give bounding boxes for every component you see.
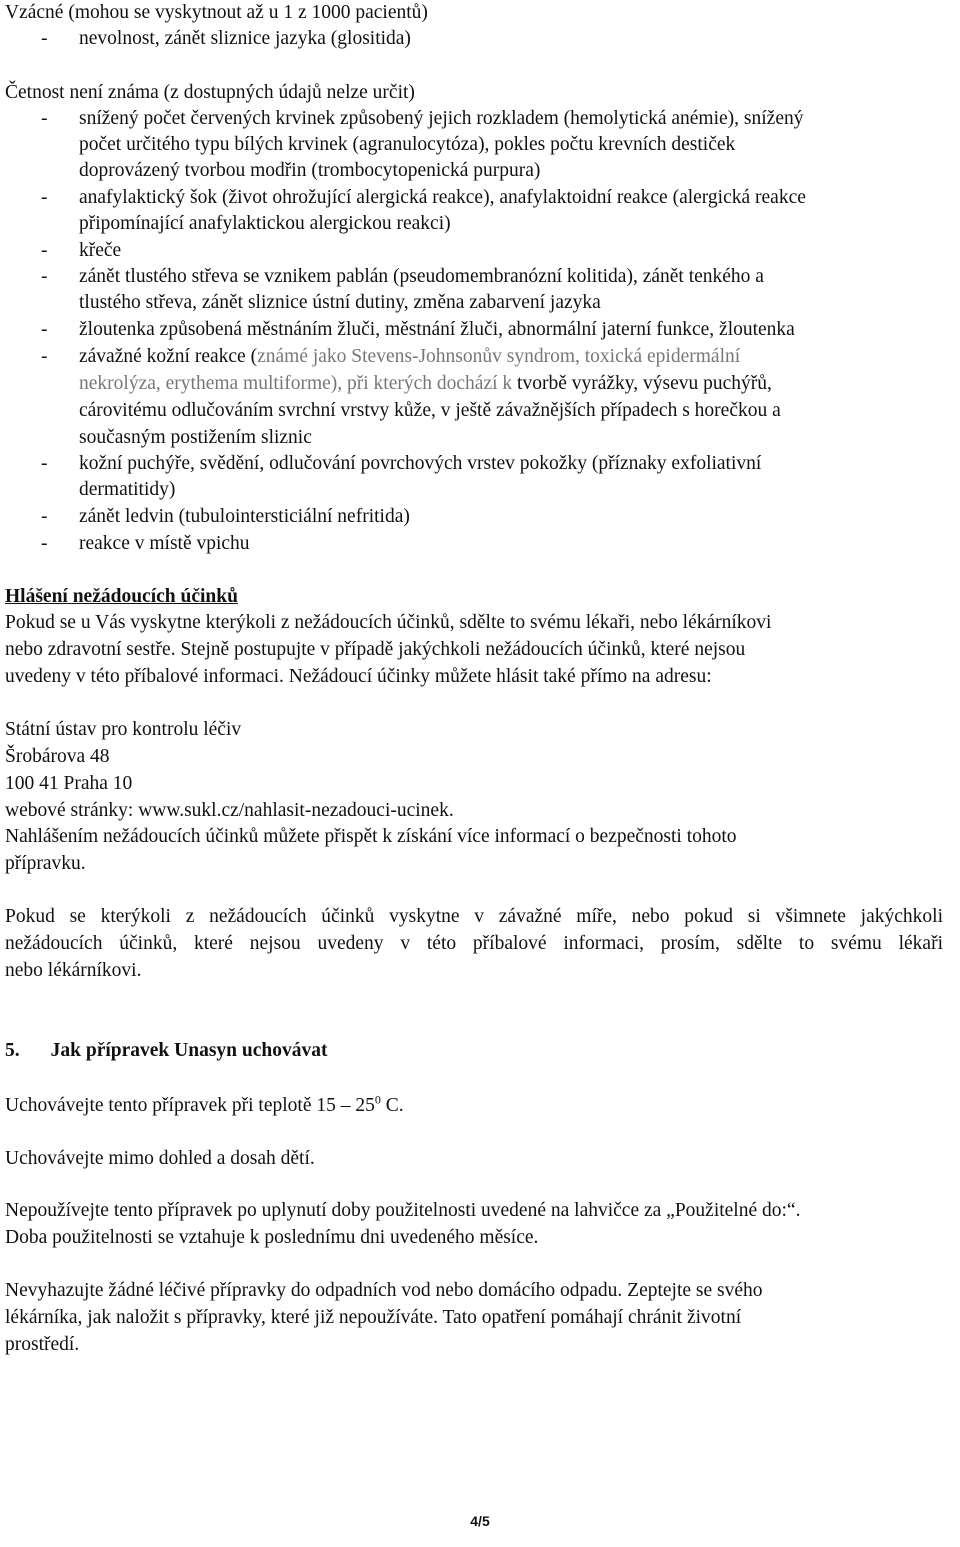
section-title: Jak přípravek Unasyn uchovávat: [50, 1040, 328, 1061]
reporting-paragraph-line: uvedeny v této příbalové informaci. Nežádoucí účinky můžete hlásit také přímo na adresu:: [5, 666, 712, 687]
section-heading: [5, 1038, 327, 1064]
page-number: 4/5: [470, 1513, 490, 1529]
reporting-paragraph-line: nežádoucích účinků, které nejsou uvedeny v této příbalové informaci, prosím, sdělte to svému lékaři: [5, 933, 943, 954]
address-line: Státní ústav pro kontrolu léčiv: [5, 719, 242, 740]
storage-children: Uchovávejte mimo dohled a dosah dětí.: [5, 1148, 315, 1169]
disposal-line: lékárníka, jak naložit s přípravky, které již nepoužíváte. Tato opatření pomáhají chránit životní: [5, 1307, 742, 1328]
list-item: - zánět tlustého střeva se vznikem pablán (pseudomembranózní kolitida), zánět tenkého a tlustého střeva, zánět sliznice ústní dutiny, změna zabarvení jazyka: [41, 266, 764, 313]
address-line: Šrobárova 48: [5, 746, 110, 767]
reporting-paragraph-line: nebo lékárníkovi.: [5, 960, 142, 981]
website-link[interactable]: webové stránky: www.sukl.cz/nahlasit-nezadouci-ucinek.: [5, 800, 454, 821]
reporting-paragraph-line: Nahlášením nežádoucích účinků můžete přispět k získání více informací o bezpečnosti tohoto: [5, 826, 737, 847]
reporting-paragraph-line: Pokud se u Vás vyskytne kterýkoli z nežádoucích účinků, sdělte to svému lékaři, nebo lékárníkovi: [5, 612, 772, 633]
expiry-line: Doba použitelnosti se vztahuje k poslednímu dni uvedeného měsíce.: [5, 1227, 539, 1248]
list-item: - kožní puchýře, svědění, odlučování povrchových vrstev pokožky (příznaky exfoliativní dermatitidy): [41, 453, 762, 500]
expiry-line: Nepoužívejte tento přípravek po uplynutí doby použitelnosti uvedené na lahvičce za „Použitelné do:“.: [5, 1200, 801, 1221]
reporting-paragraph-line: přípravku.: [5, 853, 86, 874]
list-item: - anafylaktický šok (život ohrožující alergická reakce), anafylaktoidní reakce (alergická reakce připomínající anafylaktickou alergickou reakci): [41, 187, 806, 234]
disposal-line: Nevyhazujte žádné léčivé přípravky do odpadních vod nebo domácího odpadu. Zeptejte se svého: [5, 1280, 763, 1301]
reporting-paragraph-line: Pokud se kterýkoli z nežádoucích účinků vyskytne v závažné míře, nebo pokud si všimnete jakýchkoli: [5, 906, 943, 927]
section-number: 5.: [5, 1040, 20, 1061]
reporting-paragraph-line: nebo zdravotní sestře. Stejně postupujte v případě jakýchkoli nežádoucích účinků, které nejsou: [5, 639, 746, 660]
list-item: - snížený počet červených krvinek způsobený jejich rozkladem (hemolytická anémie), snížený počet určitého typu bílých krvinek (agranulocytóza), pokles počtu krevních destiček doprovázený tvorbou modřin (trombocytopenická purpura): [41, 108, 804, 181]
storage-temperature: Uchovávejte tento přípravek při teplotě $15 - 25^0$ C.: [5, 1092, 404, 1116]
address-line: 100 41 Praha 10: [5, 773, 133, 794]
unknown-heading: Četnost není známa (z dostupných údajů nelze určit): [5, 82, 415, 103]
list-item: - závažné kožní reakce (známé jako Stevens-Johnsonův syndrom, toxická epidermální nekrolýza, erythema multiforme), při kterých dochází k tvorbě vyrážky, výsevu puchýřů, cárovitému odlučováním svrchní vrstvy kůže, v ještě závažnějších případech s horečkou a současným postižením sliznic: [41, 346, 781, 448]
rare-heading: Vzácné (mohou se vyskytnout až u 1 z 1000 pacientů): [5, 2, 428, 23]
disposal-line: prostředí.: [5, 1334, 80, 1355]
reporting-heading: Hlášení nežádoucích účinků: [5, 586, 238, 607]
